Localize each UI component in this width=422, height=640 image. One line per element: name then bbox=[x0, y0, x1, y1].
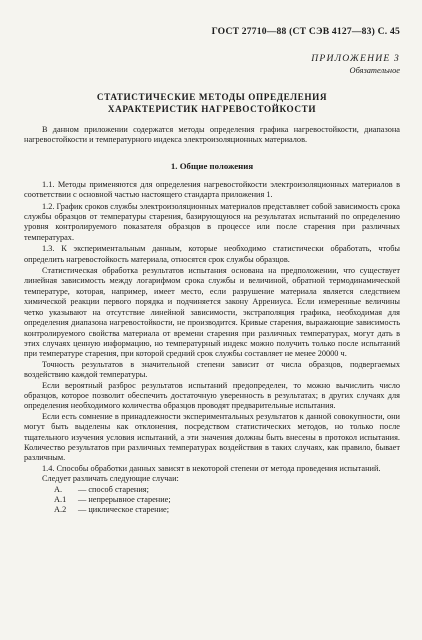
list-item bbox=[54, 495, 400, 505]
list-item-text: — непрерывное старение; bbox=[78, 495, 171, 504]
appendix-status: Обязательное bbox=[349, 66, 400, 75]
paragraph-statistics: Статистическая обработка результатов испытания основана на предположении, что существует линейная зависимость между логарифмом срока службы и величиной, обратной термодинамической температуре, которая, например, имеет место, если разрушение материала является следствием химической реакции первого порядка и подчиняется закону Аррениуса. Если измеренные величины четко указывают на отсутствие линейной зависимости, экстраполяция графика, необходимая для определения диапазона нагревостойкости, не производится. Кривые старения, выражающие зависимость контролируемого свойства материала от времени старения при различных температурах, могут дать в этих случаях ценную информацию, но температурный индекс можно получить только после испытаний при температуре старения, при которой средний срок службы составляет не менее 20000 ч. bbox=[24, 266, 400, 359]
paragraph-1-4: 1.4. Способы обработки данных зависят в некоторой степени от метода проведения испытаний. bbox=[42, 463, 381, 473]
section-heading: 1. Общие положения bbox=[170, 160, 254, 171]
page-header: ГОСТ 27710—88 (СТ СЭВ 4127—83) С. 45 bbox=[211, 26, 400, 37]
document-title bbox=[24, 91, 400, 115]
list-item-code: А.2 bbox=[54, 505, 67, 515]
paragraph-accuracy: Точность результатов в значительной степени зависит от числа образцов, подвергаемых воздействию каждой температуры. bbox=[24, 359, 400, 380]
cases-list bbox=[24, 485, 400, 516]
list-item-text: — способ старения; bbox=[78, 484, 149, 494]
list-item bbox=[54, 505, 400, 515]
paragraph-1-3: 1.3. К экспериментальным данным, которые необходимо статистически обработать, чтобы определить нагревостойкость материала, относятся срок службы образцов. bbox=[24, 244, 400, 264]
paragraph-1-1: 1.1. Методы применяются для определения нагревостойкости электроизоляционных материалов в соответствии с основной частью настоящего стандарта приложения 1. bbox=[24, 179, 400, 200]
intro-paragraph: В данном приложении содержатся методы определения графика нагревостойкости, диапазона нагревостойкости и температурного индекса электроизоляционных материалов. bbox=[24, 125, 400, 145]
paragraph-scatter: Если вероятный разброс результатов испытаний предопределен, то можно вычислить число образцов, которое позволит обеспечить достаточную уверенность в результатах; в других случаях для определения необходимого количества образцов проводят предварительные испытания. bbox=[24, 380, 400, 411]
paragraph-1-2: 1.2. График сроков службы электроизоляционных материалов представляет собой зависимость срока службы образцов от температуры старения, базирующуюся на результатах испытаний по определению уровня контролируемого показателя образцов в процессе или после старения при различных температурах. bbox=[24, 201, 400, 242]
list-item-code: А.1 bbox=[54, 495, 67, 504]
list-intro: Следует различать следующие случаи: bbox=[42, 474, 179, 484]
list-item-code: А. bbox=[54, 484, 63, 494]
title-line-2: ХАРАКТЕРИСТИК НАГРЕВОСТОЙКОСТИ bbox=[107, 104, 317, 114]
list-item bbox=[54, 485, 400, 495]
appendix-label: ПРИЛОЖЕНИЕ 3 bbox=[311, 53, 400, 64]
paragraph-outliers: Если есть сомнение в принадлежности экспериментальных результатов к данной совокупности, они могут быть выделены как отклонения, посредством статистических методов, но только после тщательного изучения условия испытаний, а эти значения должны быть внесены в протокол испытания. Количество результатов при различных температурах воздействия в таких случаях, как правило, бывает различным. bbox=[24, 411, 400, 463]
title-line-1: СТАТИСТИЧЕСКИЕ МЕТОДЫ ОПРЕДЕЛЕНИЯ bbox=[96, 92, 328, 102]
list-item-text: — циклическое старение; bbox=[78, 505, 170, 515]
